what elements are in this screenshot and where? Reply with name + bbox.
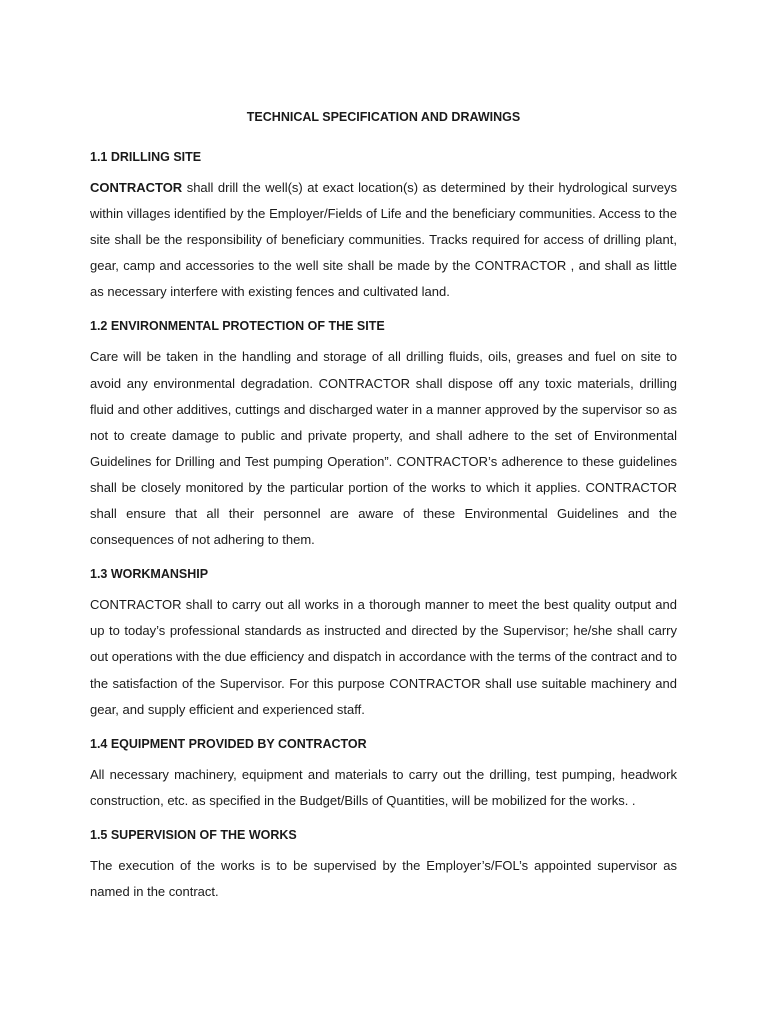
document-page xyxy=(90,108,677,917)
section-equipment xyxy=(90,735,677,814)
section-heading: 1.3 WORKMANSHIP xyxy=(90,567,209,582)
section-paragraph: CONTRACTOR shall to carry out all works in a thorough manner to meet the best quality output and up to today’s professional standards as instructed and directed by the Supervisor; he/she shall carry out operations with the due efficiency and dispatch in accordance with the terms of the contract and to the satisfaction of the Supervisor. For this purpose CONTRACTOR shall use suitable machinery and gear, and supply efficient and experienced staff. xyxy=(90,597,677,717)
document-title: TECHNICAL SPECIFICATION AND DRAWINGS xyxy=(246,110,521,124)
paragraph-text: shall drill the well(s) at exact location(s) as determined by their hydrological surveys within villages identified by the Employer/Fields of Life and the beneficiary communities. Access to the site shall be the responsibility of beneficiary communities. Tracks required for access of drilling plant, gear, camp and accessories to the well site shall be made by the CONTRACTOR , and shall as little as necessary interfere with existing fences and cultivated land. xyxy=(90,180,677,300)
section-supervision xyxy=(90,826,677,905)
section-paragraph: All necessary machinery, equipment and materials to carry out the drilling, test pumping, headwork construction, etc. as specified in the Budget/Bills of Quantities, will be mobilized for the works. . xyxy=(90,766,677,808)
section-paragraph: The execution of the works is to be supervised by the Employer’s/FOL’s appointed supervisor as named in the contract. xyxy=(90,857,677,899)
section-environmental-protection xyxy=(90,317,677,553)
section-heading: 1.2 ENVIRONMENTAL PROTECTION OF THE SITE xyxy=(90,319,385,334)
section-heading: 1.4 EQUIPMENT PROVIDED BY CONTRACTOR xyxy=(90,736,367,751)
section-workmanship xyxy=(90,565,677,722)
section-heading: 1.5 SUPERVISION OF THE WORKS xyxy=(90,827,297,842)
section-heading: 1.1 DRILLING SITE xyxy=(90,150,202,164)
section-paragraph: Care will be taken in the handling and storage of all drilling fluids, oils, greases and fuel on site to avoid any environmental degradation. CONTRACTOR shall dispose off any toxic materials, drilling fluid and other additives, cuttings and discharged water in a manner approved by the supervisor so as not to create damage to public and private property, and shall adhere to the set of Environmental Guidelines for Drilling and Test pumping Operation”. CONTRACTOR’s adherence to these guidelines shall be closely monitored by the particular portion of the works to which it applies. CONTRACTOR shall ensure that all their personnel are aware of these Environmental Guidelines and the consequences of not adhering to them. xyxy=(90,349,677,548)
section-paragraph xyxy=(90,175,677,305)
lead-term: CONTRACTOR xyxy=(90,180,183,195)
section-drilling-site xyxy=(90,148,677,305)
